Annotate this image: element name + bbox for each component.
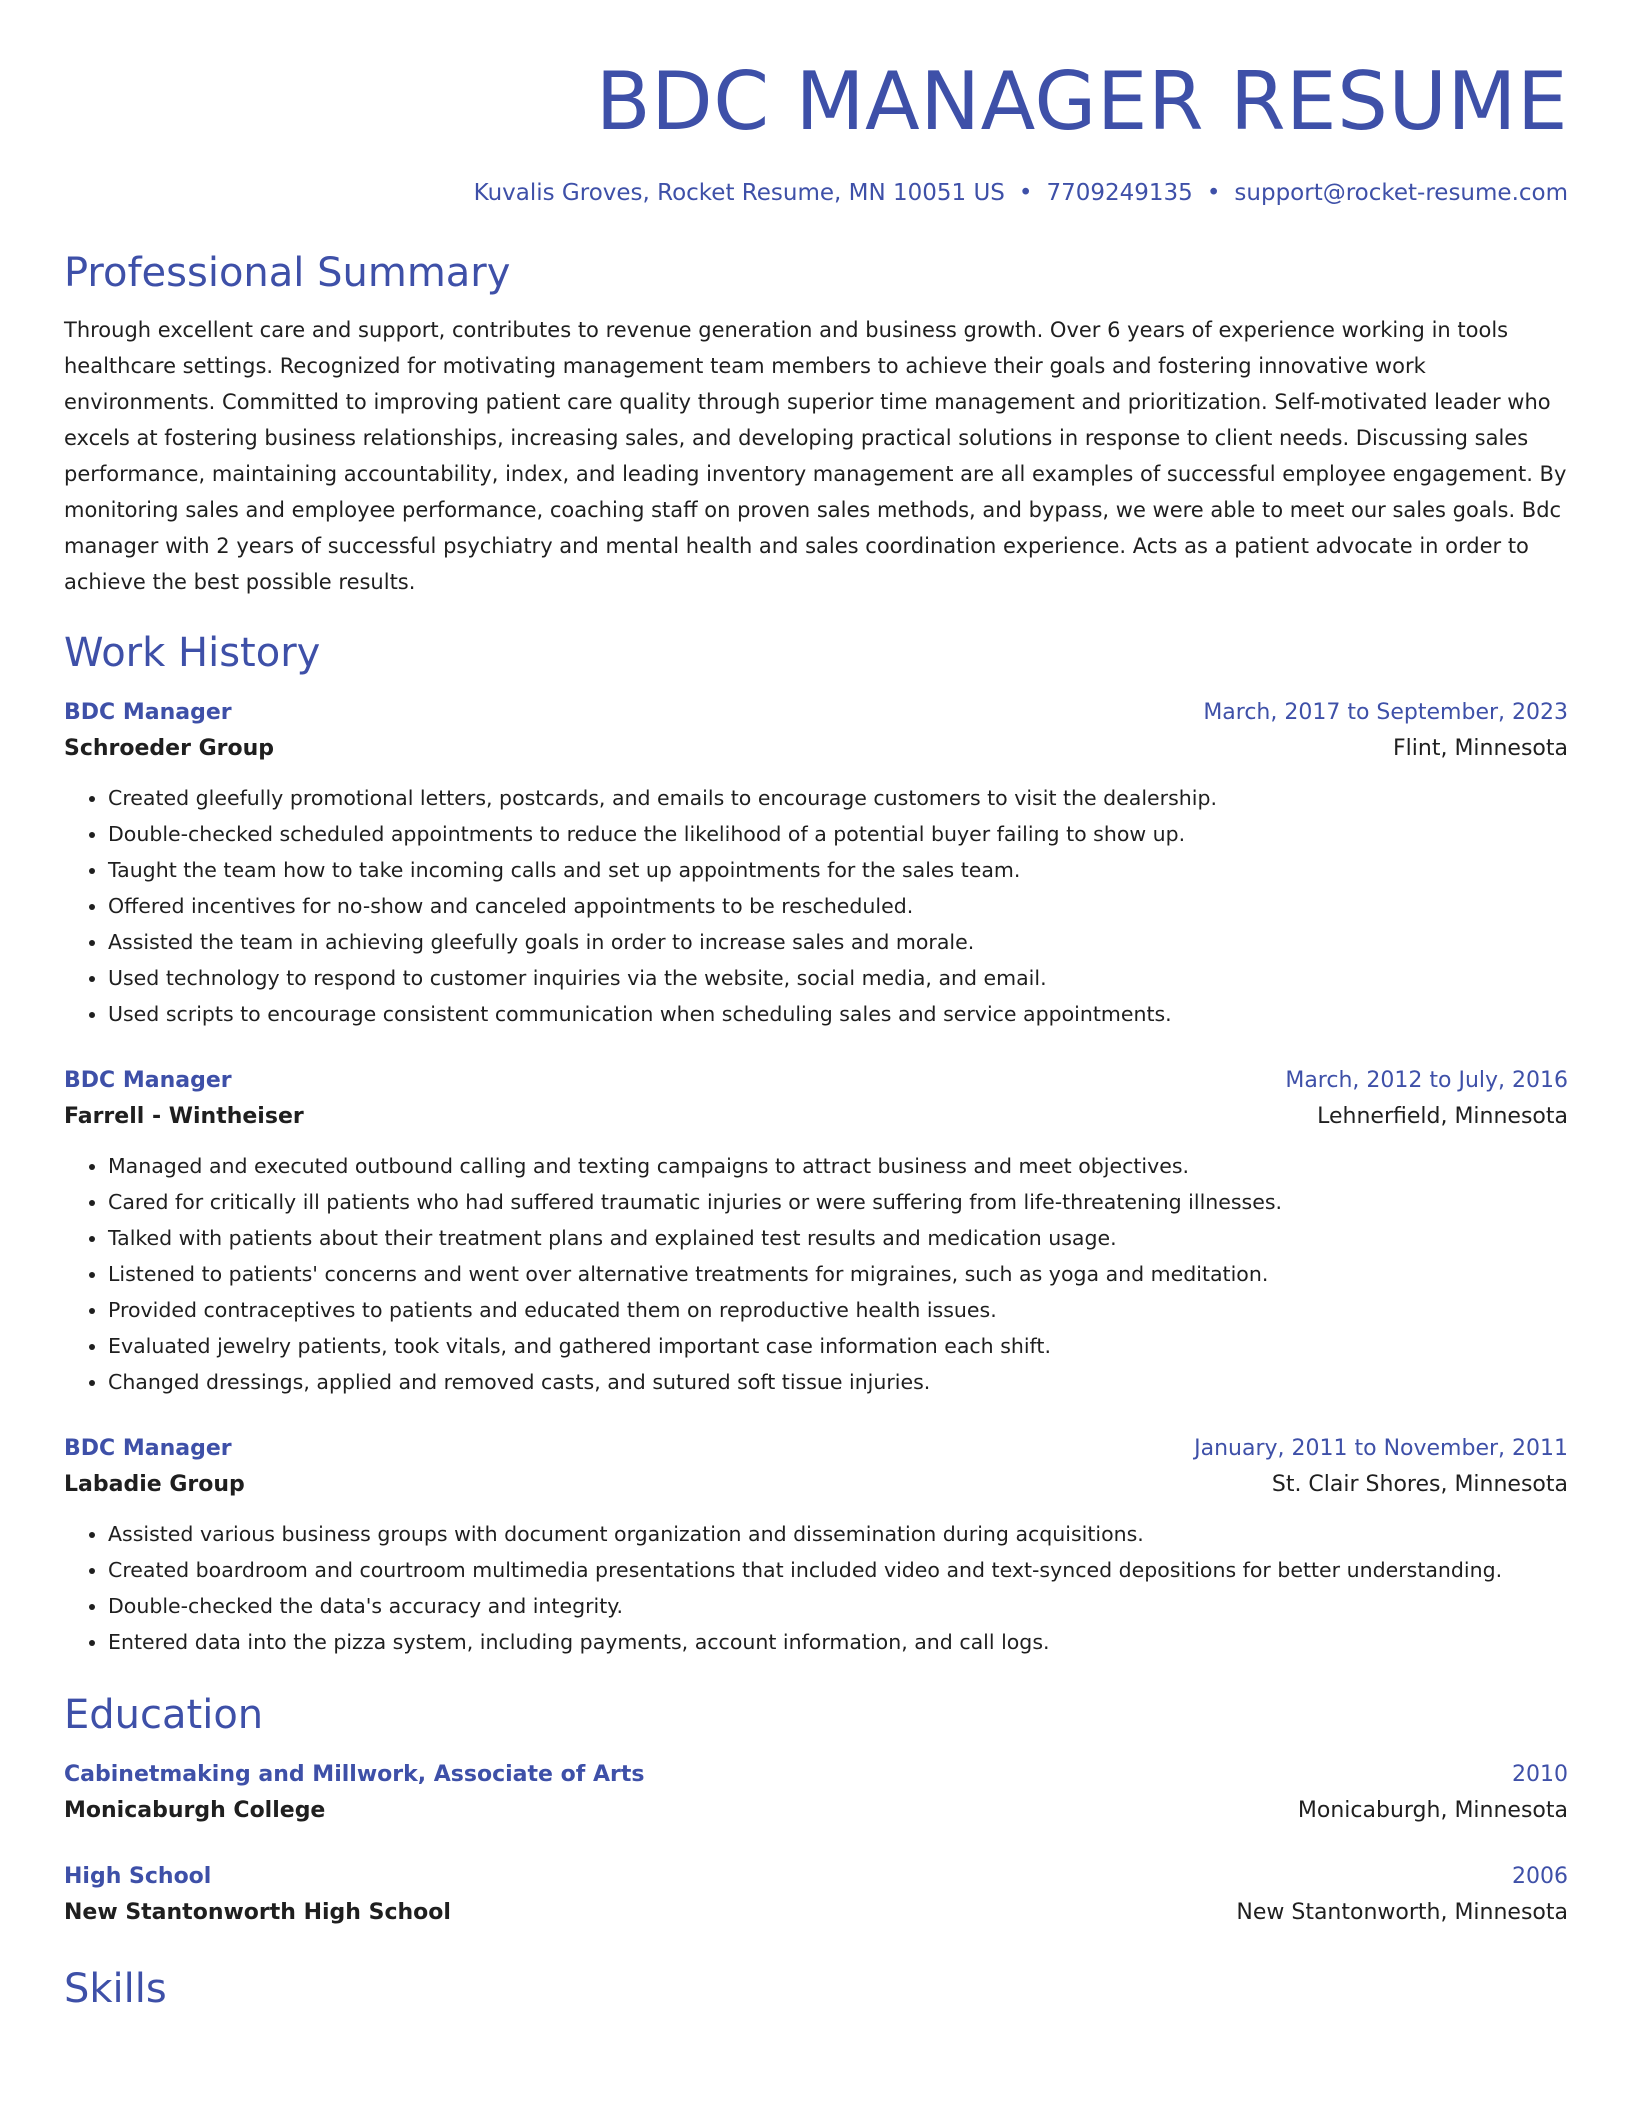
- degree-name: Cabinetmaking and Millwork, Associate of Arts: [64, 1762, 645, 1787]
- bullet-item: • Provided contraceptives to patients and educated them on reproductive health issues.: [108, 1292, 1568, 1328]
- job-location: Flint, Minnesota: [1393, 736, 1568, 761]
- job-title: BDC Manager: [64, 1436, 232, 1461]
- job-entry: [64, 1432, 1568, 1660]
- bullet-item: • Changed dressings, applied and removed casts, and sutured soft tissue injuries.: [108, 1364, 1568, 1400]
- company-name: Schroeder Group: [64, 736, 275, 761]
- education-entry: [64, 1860, 1568, 1932]
- job-location: Lehnerfield, Minnesota: [1317, 1104, 1568, 1129]
- bullet-item: • Cared for critically ill patients who had suffered traumatic injuries or were suffering from life-threatening illnesses.: [108, 1184, 1568, 1220]
- job-entry: [64, 1064, 1568, 1400]
- bullet-item: • Talked with patients about their treatment plans and explained test results and medication usage.: [108, 1220, 1568, 1256]
- bullet-item: • Assisted the team in achieving gleefully goals in order to increase sales and morale.: [108, 924, 1568, 960]
- job-dates: January, 2011 to November, 2011: [1194, 1436, 1568, 1461]
- bullet-item: • Taught the team how to take incoming calls and set up appointments for the sales team.: [108, 852, 1568, 888]
- contact-email: support@rocket-resume.com: [1234, 180, 1568, 206]
- bullet-item: • Assisted various business groups with document organization and dissemination during acquisitions.: [108, 1516, 1568, 1552]
- job-location: St. Clair Shores, Minnesota: [1271, 1472, 1568, 1497]
- bullet-item: • Created gleefully promotional letters, postcards, and emails to encourage customers to visit the dealership.: [108, 780, 1568, 816]
- graduation-year: 2006: [1512, 1864, 1568, 1889]
- job-dates: March, 2012 to July, 2016: [1285, 1068, 1568, 1093]
- document-title: BDC MANAGER RESUME: [595, 55, 1568, 148]
- bullet-item: • Used technology to respond to customer inquiries via the website, social media, and email.: [108, 960, 1568, 996]
- bullet-item: • Evaluated jewelry patients, took vitals, and gathered important case information each shift.: [108, 1328, 1568, 1364]
- job-bullets: [64, 1148, 1568, 1400]
- bullet-item: • Created boardroom and courtroom multimedia presentations that included video and text-synced depositions for better understanding.: [108, 1552, 1568, 1588]
- bullet-item: • Entered data into the pizza system, including payments, account information, and call logs.: [108, 1624, 1568, 1660]
- contact-phone: 7709249135: [1046, 180, 1193, 206]
- bullet-item: • Used scripts to encourage consistent communication when scheduling sales and service appointments.: [108, 996, 1568, 1032]
- contact-address: Kuvalis Groves, Rocket Resume, MN 10051 US: [473, 180, 1005, 206]
- degree-name: High School: [64, 1864, 212, 1889]
- contact-separator: •: [1018, 180, 1033, 206]
- education-entry: [64, 1758, 1568, 1830]
- school-location: Monicaburgh, Minnesota: [1297, 1798, 1568, 1823]
- bullet-item: • Double-checked scheduled appointments to reduce the likelihood of a potential buyer failing to show up.: [108, 816, 1568, 852]
- school-name: Monicaburgh College: [64, 1798, 326, 1823]
- school-name: New Stantonworth High School: [64, 1900, 451, 1925]
- school-location: New Stantonworth, Minnesota: [1236, 1900, 1568, 1925]
- bullet-item: • Double-checked the data's accuracy and integrity.: [108, 1588, 1568, 1624]
- section-heading-summary: Professional Summary: [64, 250, 511, 296]
- job-title: BDC Manager: [64, 700, 232, 725]
- contact-separator: •: [1206, 180, 1221, 206]
- job-dates: March, 2017 to September, 2023: [1203, 700, 1568, 725]
- job-title: BDC Manager: [64, 1068, 232, 1093]
- section-heading-work-history: Work History: [64, 630, 321, 676]
- company-name: Farrell - Wintheiser: [64, 1104, 304, 1129]
- summary-text: Through excellent care and support, contributes to revenue generation and business growth. Over 6 years of experience working in tools healthcare settings. Recognized for motivating management team members to achieve their goals and fostering innovative work environments. Committed to improving patient care quality through superior time management and prioritization. Self-motivated leader who excels at fostering business relationships, increasing sales, and developing practical solutions in response to client needs. Discussing sales performance, maintaining accountability, index, and leading inventory management are all examples of successful employee engagement. By monitoring sales and employee performance, coaching staff on proven sales methods, and bypass, we were able to meet our sales goals. Bdc manager with 2 years of successful psychiatry and mental health and sales coordination experience. Acts as a patient advocate in order to achieve the best possible results.: [64, 318, 1567, 594]
- bullet-item: • Listened to patients' concerns and went over alternative treatments for migraines, such as yoga and meditation.: [108, 1256, 1568, 1292]
- section-heading-skills: Skills: [64, 1966, 167, 2012]
- job-entry: [64, 696, 1568, 1032]
- bullet-item: • Managed and executed outbound calling and texting campaigns to attract business and meet objectives.: [108, 1148, 1568, 1184]
- company-name: Labadie Group: [64, 1472, 245, 1497]
- section-heading-education: Education: [64, 1692, 264, 1738]
- bullet-item: • Offered incentives for no-show and canceled appointments to be rescheduled.: [108, 888, 1568, 924]
- contact-line: [64, 178, 1568, 208]
- graduation-year: 2010: [1512, 1762, 1568, 1787]
- job-bullets: [64, 1516, 1568, 1660]
- job-bullets: [64, 780, 1568, 1032]
